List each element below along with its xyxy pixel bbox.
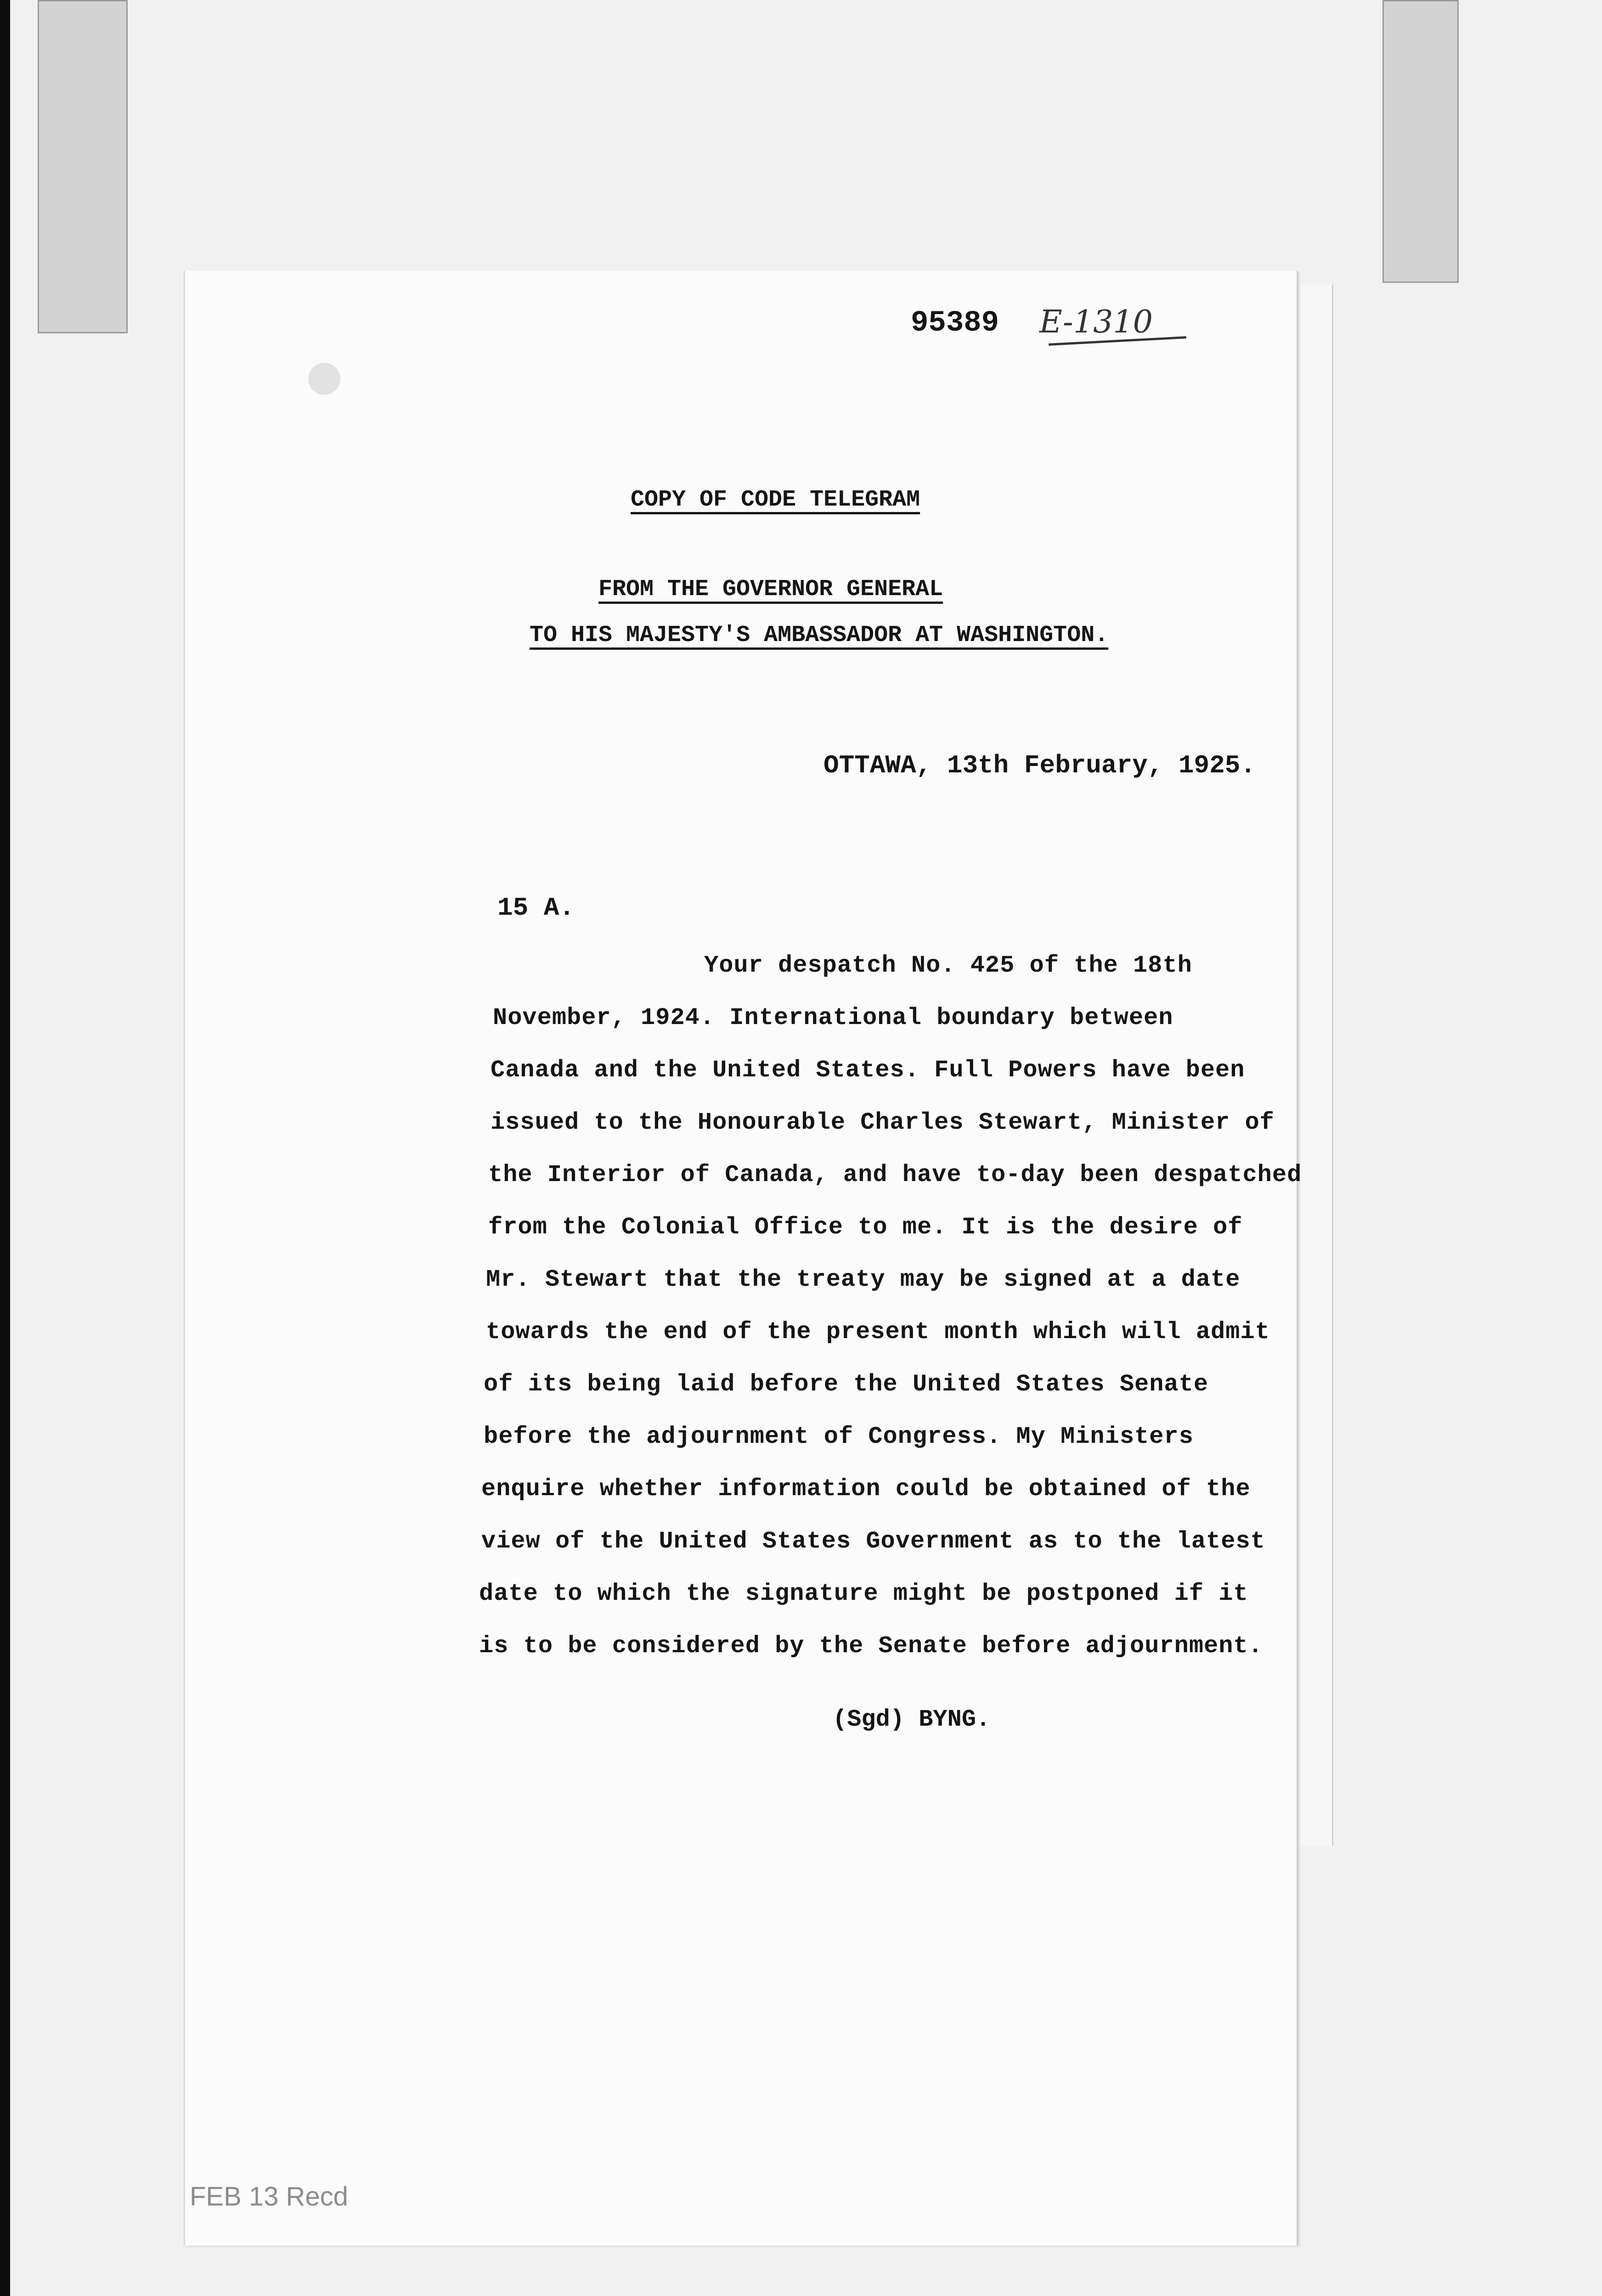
body-line: from the Colonial Office to me. It is the desire of bbox=[488, 1214, 1243, 1241]
body-line: view of the United States Government as to the latest bbox=[481, 1528, 1265, 1555]
file-number: 95389 bbox=[911, 307, 999, 340]
tape-strip bbox=[38, 0, 128, 333]
body-line: is to be considered by the Senate before adjournment. bbox=[479, 1632, 1263, 1660]
body-line: issued to the Honourable Charles Stewart, Minister of bbox=[491, 1109, 1275, 1136]
body-line: of its being laid before the United States Senate bbox=[484, 1371, 1209, 1398]
body-line: before the adjournment of Congress. My Ministers bbox=[484, 1423, 1194, 1450]
body-line: towards the end of the present month which will admit bbox=[486, 1318, 1270, 1345]
body-line: Your despatch No. 425 of the 18th bbox=[704, 952, 1192, 979]
to-line: TO HIS MAJESTY'S AMBASSADOR AT WASHINGTON. bbox=[530, 622, 1109, 648]
punch-hole bbox=[308, 363, 340, 395]
received-stamp: FEB 13 Recd bbox=[190, 2182, 348, 2212]
body-line: Canada and the United States. Full Powers have been bbox=[491, 1057, 1245, 1084]
film-edge bbox=[0, 0, 10, 2296]
telegram-reference: 15 A. bbox=[497, 893, 575, 923]
tape-strip bbox=[1382, 0, 1459, 283]
from-line: FROM THE GOVERNOR GENERAL bbox=[598, 576, 943, 602]
telegram-page bbox=[184, 271, 1302, 2245]
body-line: November, 1924. International boundary between bbox=[493, 1004, 1173, 1031]
document-title: COPY OF CODE TELEGRAM bbox=[631, 487, 920, 513]
body-line: enquire whether information could be obtained of the bbox=[481, 1475, 1251, 1503]
body-line: Mr. Stewart that the treaty may be signed at a date bbox=[486, 1266, 1241, 1293]
place-date: OTTAWA, 13th February, 1925. bbox=[824, 751, 1256, 780]
signature: (Sgd) BYNG. bbox=[833, 1706, 991, 1733]
body-line: date to which the signature might be postponed if it bbox=[479, 1580, 1248, 1607]
body-line: the Interior of Canada, and have to-day been despatched bbox=[488, 1161, 1302, 1188]
handwritten-reference: E-1310 bbox=[1039, 304, 1153, 340]
